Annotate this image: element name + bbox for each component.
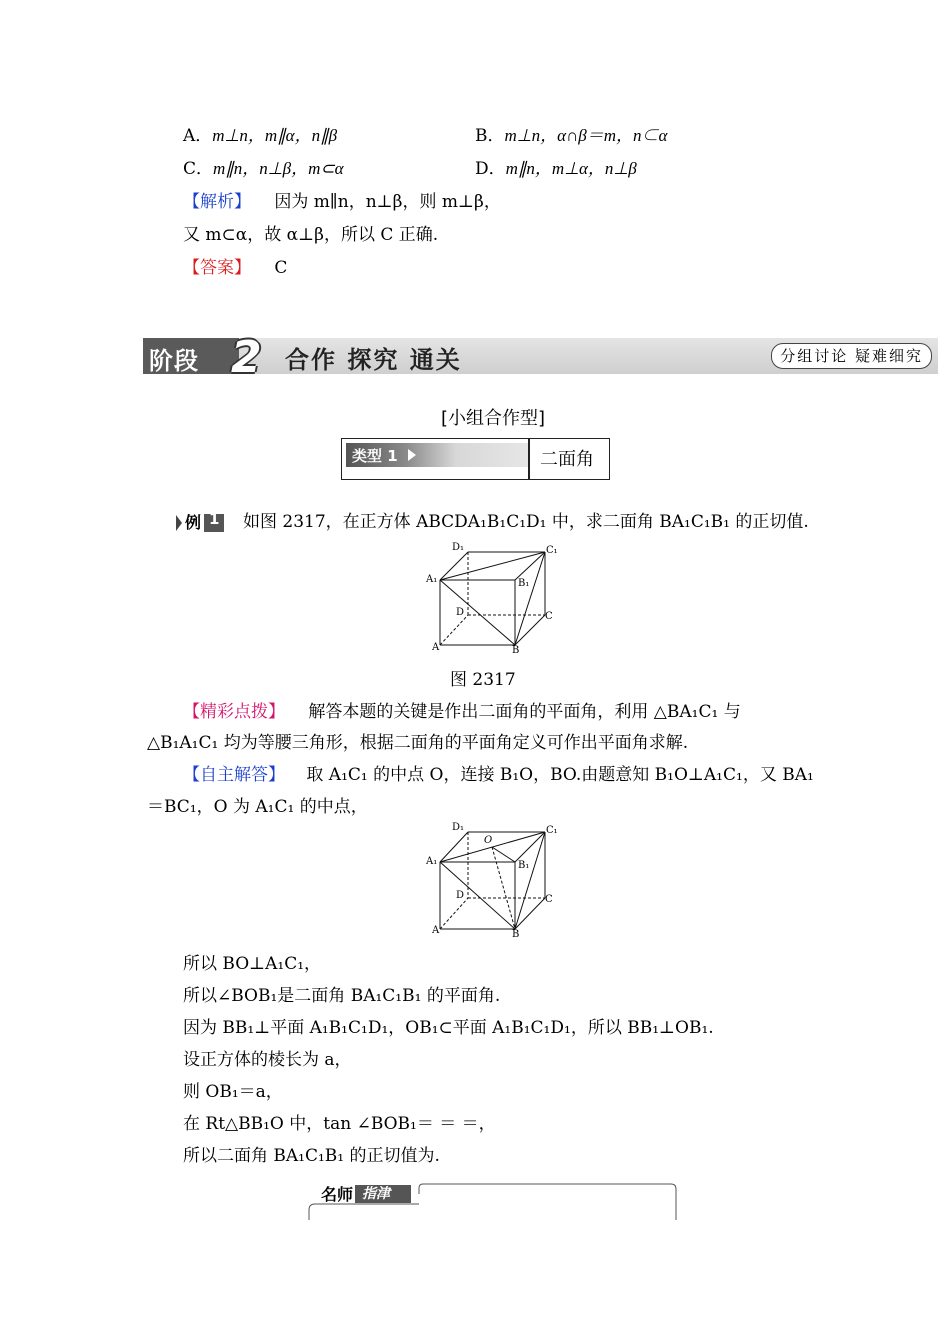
cube-figure-2 (420, 822, 570, 944)
option-a (183, 124, 337, 148)
option-d-label: D． (475, 159, 506, 179)
solution-step-3: 因为 BB₁⊥平面 A₁B₁C₁D₁，OB₁⊂平面 A₁B₁C₁D₁，所以 BB₁⊥OB₁. (183, 1018, 714, 1038)
fig2-label-a1: A₁ (426, 856, 438, 867)
answer-tag: 【答案】 (183, 258, 251, 278)
banner-stage-label: 阶段 (149, 347, 199, 375)
type-box (341, 438, 610, 480)
teacher-label2: 指津 (362, 1186, 390, 1202)
solution-step-4: 设正方体的棱长为 a， (183, 1050, 352, 1070)
solution-step-5: 则 OB₁＝a， (183, 1082, 283, 1102)
fig2-label-c: C (545, 894, 553, 905)
option-b-label: B． (475, 126, 505, 146)
fig2-label-o: O (484, 835, 493, 846)
example-text: 如图 2317，在正方体 ABCDA₁B₁C₁D₁ 中，求二面角 BA₁C₁B₁ 的正切值. (243, 512, 809, 532)
fig2-label-c1: C₁ (546, 825, 558, 836)
solution-text1: 取 A₁C₁ 的中点 O，连接 B₁O，BO.由题意知 B₁O⊥A₁C₁，又 BA₁ (306, 765, 814, 785)
solution-line2: ＝BC₁，O 为 A₁C₁ 的中点， (147, 797, 368, 817)
answer-line (183, 256, 287, 280)
teacher-label: 名师 (321, 1185, 354, 1204)
solution-tag: 【自主解答】 (183, 765, 285, 785)
type-name: 二面角 (540, 449, 594, 470)
fig2-label-b: B (512, 929, 520, 940)
type-separator (528, 439, 530, 479)
analysis-line1 (183, 190, 501, 214)
banner-stage-number: 2 (231, 332, 262, 383)
example-badge (176, 512, 230, 532)
figure1-caption: 图 2317 (450, 670, 516, 690)
option-d (475, 157, 637, 181)
hint-line2: △B₁A₁C₁ 均为等腰三角形，根据二面角的平面角定义可作出平面角求解. (147, 733, 689, 753)
fig1-label-d: D (456, 607, 465, 618)
type-tag (346, 443, 529, 467)
option-a-text: m⊥n，m∥α，n∥β (212, 126, 338, 145)
type-tag-label: 类型 1 (352, 447, 398, 465)
solution-step-1: 所以 BO⊥A₁C₁， (183, 954, 322, 974)
answer-value: C (274, 258, 288, 278)
teacher-guidance-box (307, 1180, 679, 1220)
fig1-label-d1: D₁ (452, 542, 465, 553)
hint-tag: 【精彩点拨】 (183, 702, 285, 722)
solution-step-7: 所以二面角 BA₁C₁B₁ 的正切值为. (183, 1146, 440, 1166)
option-a-label: A． (183, 126, 213, 146)
fig1-label-b1: B₁ (518, 578, 530, 589)
fig1-label-a: A (432, 642, 440, 653)
banner-title: 合作 探究 通关 (285, 346, 462, 374)
type-tag-arrow-icon (406, 443, 420, 467)
analysis-text1: 因为 m∥n，n⊥β，则 m⊥β， (274, 192, 501, 212)
hint-text1: 解答本题的关键是作出二面角的平面角，利用 △BA₁C₁ 与 (308, 702, 741, 722)
option-c-text: m∥n，n⊥β，m⊂α (213, 159, 344, 178)
option-c (183, 157, 344, 181)
cube-figure-1 (420, 542, 570, 662)
fig1-label-b: B (512, 645, 520, 656)
fig1-label-c1: C₁ (546, 545, 558, 556)
option-b-text: m⊥n，α∩β＝m，n⊂α (504, 126, 668, 145)
option-c-label: C． (183, 159, 214, 179)
banner-tag: 分组讨论 疑难细究 (771, 343, 932, 369)
example-badge-label: 例 (185, 513, 202, 532)
option-d-text: m∥n，m⊥α，n⊥β (505, 159, 637, 178)
fig2-label-a: A (432, 925, 440, 936)
example-badge-number: 1 (209, 510, 220, 528)
fig2-label-b1: B₁ (518, 860, 530, 871)
solution-line1 (183, 763, 814, 787)
group-type-heading: [小组合作型] (441, 408, 546, 429)
analysis-line2: 又 m⊂α，故 α⊥β，所以 C 正确. (183, 225, 439, 245)
fig2-label-d1: D₁ (452, 822, 465, 833)
analysis-tag: 【解析】 (183, 192, 251, 212)
solution-step-6: 在 Rt△BB₁O 中，tan ∠BOB₁＝ ＝ ＝， (183, 1114, 496, 1134)
hint-line1 (183, 700, 741, 724)
stage-banner (143, 332, 938, 383)
option-b (475, 124, 667, 148)
fig2-label-d: D (456, 890, 465, 901)
fig1-label-c: C (545, 611, 553, 622)
fig1-label-a1: A₁ (426, 574, 438, 585)
solution-step-2: 所以∠BOB₁是二面角 BA₁C₁B₁ 的平面角. (183, 986, 501, 1006)
